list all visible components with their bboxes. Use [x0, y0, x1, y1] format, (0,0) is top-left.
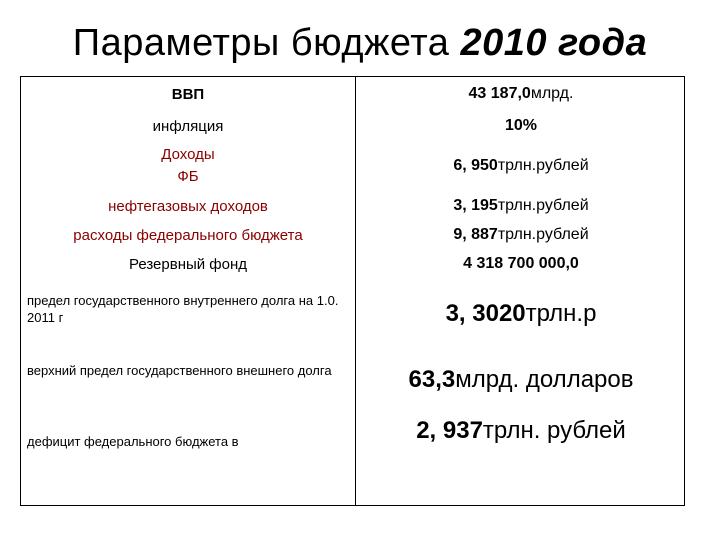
expenditure-unit: трлн.рублей: [497, 226, 589, 243]
row-value-oilgas: [356, 191, 686, 221]
revenue-unit: трлн.рублей: [497, 157, 589, 174]
row-value-revenue: [356, 141, 686, 191]
row-value-deficit: [356, 401, 686, 461]
internal-debt-number: 3, 3020: [445, 300, 526, 327]
row-label-deficit: дефицит федерального бюджета в: [27, 433, 239, 449]
row-value-internal-debt: [356, 279, 686, 349]
gdp-number: 43 187,0: [468, 85, 531, 102]
page-title: [0, 22, 720, 65]
budget-table: [20, 76, 685, 506]
row-label-revenue: [21, 141, 355, 191]
internal-debt-unit: трлн.р: [525, 300, 597, 327]
row-value-gdp: [356, 77, 686, 111]
row-label-expenditure: расходы федерального бюджета: [73, 226, 303, 244]
row-value-inflation: [356, 111, 686, 141]
oilgas-unit: трлн.рублей: [497, 197, 589, 214]
row-label-oilgas: нефтегазовых доходов: [108, 197, 268, 215]
inflation-number: 10%: [504, 117, 538, 134]
revenue-label: Доходы: [161, 146, 215, 163]
title-text: Параметры бюджета: [72, 22, 450, 64]
row-value-reserve: [356, 249, 686, 279]
row-value-expenditure: [356, 221, 686, 249]
oilgas-number: 3, 195: [453, 197, 498, 214]
title-year: 2010 года: [460, 22, 648, 64]
deficit-unit: трлн. рублей: [482, 417, 626, 444]
external-debt-unit: млрд. долларов: [455, 366, 634, 393]
gdp-unit: млрд.: [530, 85, 574, 102]
deficit-number: 2, 937: [416, 417, 483, 444]
row-label-external-debt: верхний предел государственного внешнего долга: [27, 362, 332, 378]
revenue-label-fb: ФБ: [177, 168, 199, 185]
external-debt-number: 63,3: [408, 366, 456, 393]
row-label-reserve: Резервный фонд: [128, 255, 248, 273]
row-label-inflation: инфляция: [152, 117, 224, 135]
revenue-number: 6, 950: [453, 157, 498, 174]
reserve-number: 4 318 700 000,0: [463, 255, 579, 272]
row-label-internal-debt: предел государственного внутреннего долга на 1.0. 2011 г: [27, 293, 339, 325]
expenditure-number: 9, 887: [453, 226, 498, 243]
row-label-gdp: ВВП: [171, 85, 205, 103]
